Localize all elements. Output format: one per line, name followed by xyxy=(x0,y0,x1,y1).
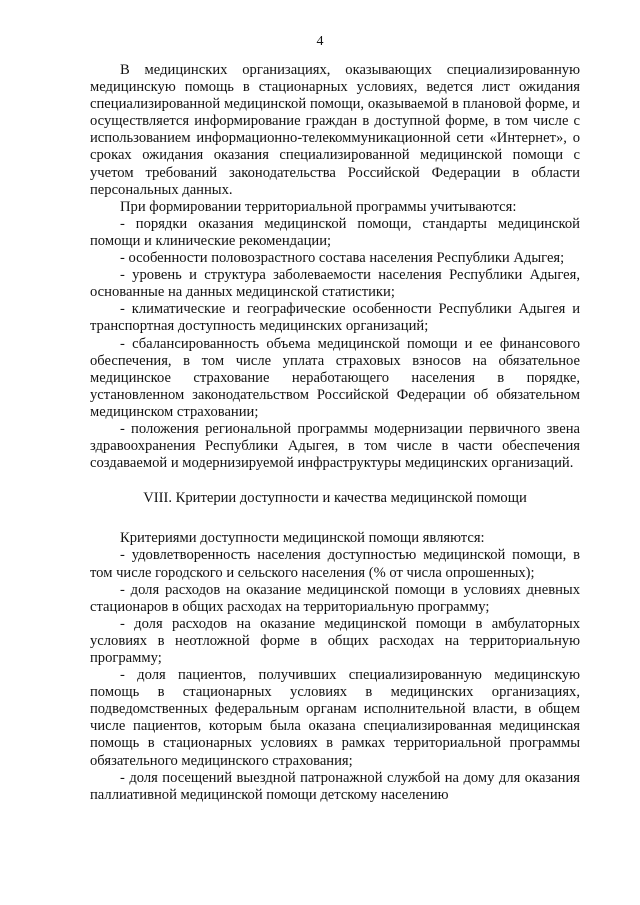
paragraph-program-considerations-intro: При формировании территориальной программы учитываются: xyxy=(120,198,517,215)
list-item-palliative-visits-share: - доля посещений выездной патронажной службой на дому для оказания паллиативной медицинской помощи детскому населению xyxy=(90,769,580,803)
list-item-standards: - порядки оказания медицинской помощи, стандарты медицинской помощи и клинические рекомендации; xyxy=(90,215,580,249)
page-number: 4 xyxy=(316,34,324,49)
list-item-federal-patients-share: - доля пациентов, получивших специализированную медицинскую помощь в стационарных условиях в медицинских организациях, подведомственных федеральным органам исполнительной власти, в общем числе пациентов, которым была оказана специализированная медицинская помощь в стационарных условиях в рамках территориальной программы обязательного медицинского страхования; xyxy=(90,667,580,769)
list-item-day-hospital-share: - доля расходов на оказание медицинской помощи в условиях дневных стационаров в общих расходах на территориальную программу; xyxy=(90,581,580,615)
document-body xyxy=(90,62,580,804)
paragraph-waiting-list: В медицинских организациях, оказывающих специализированную медицинскую помощь в стационарных условиях, ведется лист ожидания специализированной медицинской помощи, оказываемой в плановой форме, и осуществляется информирование граждан в доступной форме, в том числе с использованием информационно-телекоммуникационной сети «Интернет», о сроках ожидания оказания специализированной медицинской помощи с учетом требований законодательства Российской Федерации в области персональных данных. xyxy=(90,62,580,198)
paragraph-criteria-intro: Критериями доступности медицинской помощи являются: xyxy=(120,530,485,547)
list-item-demographics: - особенности половозрастного состава населения Республики Адыгея; xyxy=(120,250,565,267)
list-item-morbidity: - уровень и структура заболеваемости населения Республики Адыгея, основанные на данных медицинской статистики; xyxy=(90,267,580,301)
list-item-outpatient-urgent-share: - доля расходов на оказание медицинской помощи в амбулаторных условиях в неотложной форме в общих расходах на территориальную программу; xyxy=(90,615,580,666)
list-item-satisfaction: - удовлетворенность населения доступностью медицинской помощи, в том числе городского и сельского населения (% от числа опрошенных); xyxy=(90,547,580,581)
list-item-climate-transport: - климатические и географические особенности Республики Адыгея и транспортная доступность медицинских организаций; xyxy=(90,301,580,335)
list-item-modernization: - положения региональной программы модернизации первичного звена здравоохранения Республики Адыгея, в том числе в части обеспечения создаваемой и модернизируемой инфраструктуры медицинских организаций. xyxy=(90,420,580,472)
section-heading: VIII. Критерии доступности и качества медицинской помощи xyxy=(143,490,527,507)
list-item-financial-balance: - сбалансированность объема медицинской помощи и ее финансового обеспечения, в том числе уплата страховых взносов на обязательное медицинское страхование неработающего населения в порядке, установленном законодательством Российской Федерации об обязательном медицинском страховании; xyxy=(90,335,580,420)
